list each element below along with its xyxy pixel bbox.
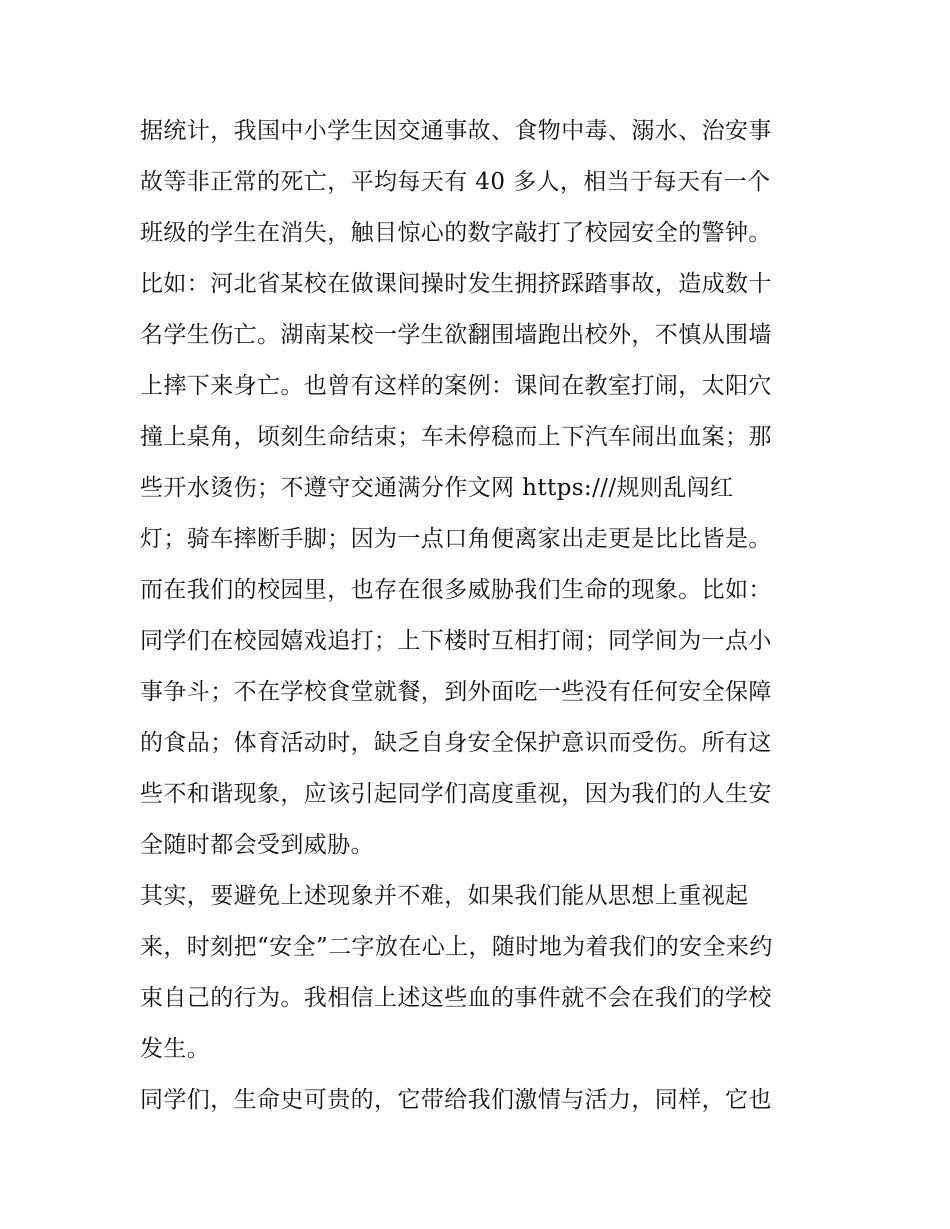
text-line: 上摔下来身亡。也曾有这样的案例：课间在教室打闹，太阳穴 [140, 373, 772, 399]
text-line: 而在我们的校园里，也存在很多威胁我们生命的现象。比如： [140, 577, 772, 603]
text-line: 故等非正常的死亡，平均每天有 40 多人，相当于每天有一个 [140, 169, 771, 195]
text-line: 同学们，生命史可贵的，它带给我们激情与活力，同样，它也 [140, 1087, 772, 1113]
text-line: 其实，要避免上述现象并不难，如果我们能从思想上重视起 [140, 883, 749, 909]
text-line: 发生。 [140, 1036, 211, 1062]
text-line: 比如：河北省某校在做课间操时发生拥挤踩踏事故，造成数十 [140, 271, 772, 297]
text-line: 事争斗；不在学校食堂就餐，到外面吃一些没有任何安全保障 [140, 679, 772, 705]
text-line: 班级的学生在消失，触目惊心的数字敲打了校园安全的警钟。 [140, 220, 772, 246]
text-line: 同学们在校园嬉戏追打；上下楼时互相打闹；同学间为一点小 [140, 628, 772, 654]
document-body [140, 106, 820, 1126]
text-line: 的食品；体育活动时，缺乏自身安全保护意识而受伤。所有这 [140, 730, 772, 756]
text-line: 些不和谐现象，应该引起同学们高度重视，因为我们的人生安 [140, 781, 772, 807]
text-line: 据统计，我国中小学生因交通事故、食物中毒、溺水、治安事 [140, 118, 772, 144]
text-line: 撞上桌角，顷刻生命结束；车未停稳而上下汽车闹出血案；那 [140, 424, 772, 450]
text-line: 些开水烫伤；不遵守交通满分作文网 https:///规则乱闯红 [140, 475, 734, 501]
text-line: 名学生伤亡。湖南某校一学生欲翻围墙跑出校外，不慎从围墙 [140, 322, 772, 348]
text-line: 全随时都会受到威胁。 [140, 832, 374, 858]
text-line: 灯；骑车摔断手脚；因为一点口角便离家出走更是比比皆是。 [140, 526, 772, 552]
text-line: 束自己的行为。我相信上述这些血的事件就不会在我们的学校 [140, 985, 772, 1011]
text-line: 来，时刻把“安全”二字放在心上，随时地为着我们的安全来约 [140, 934, 773, 960]
